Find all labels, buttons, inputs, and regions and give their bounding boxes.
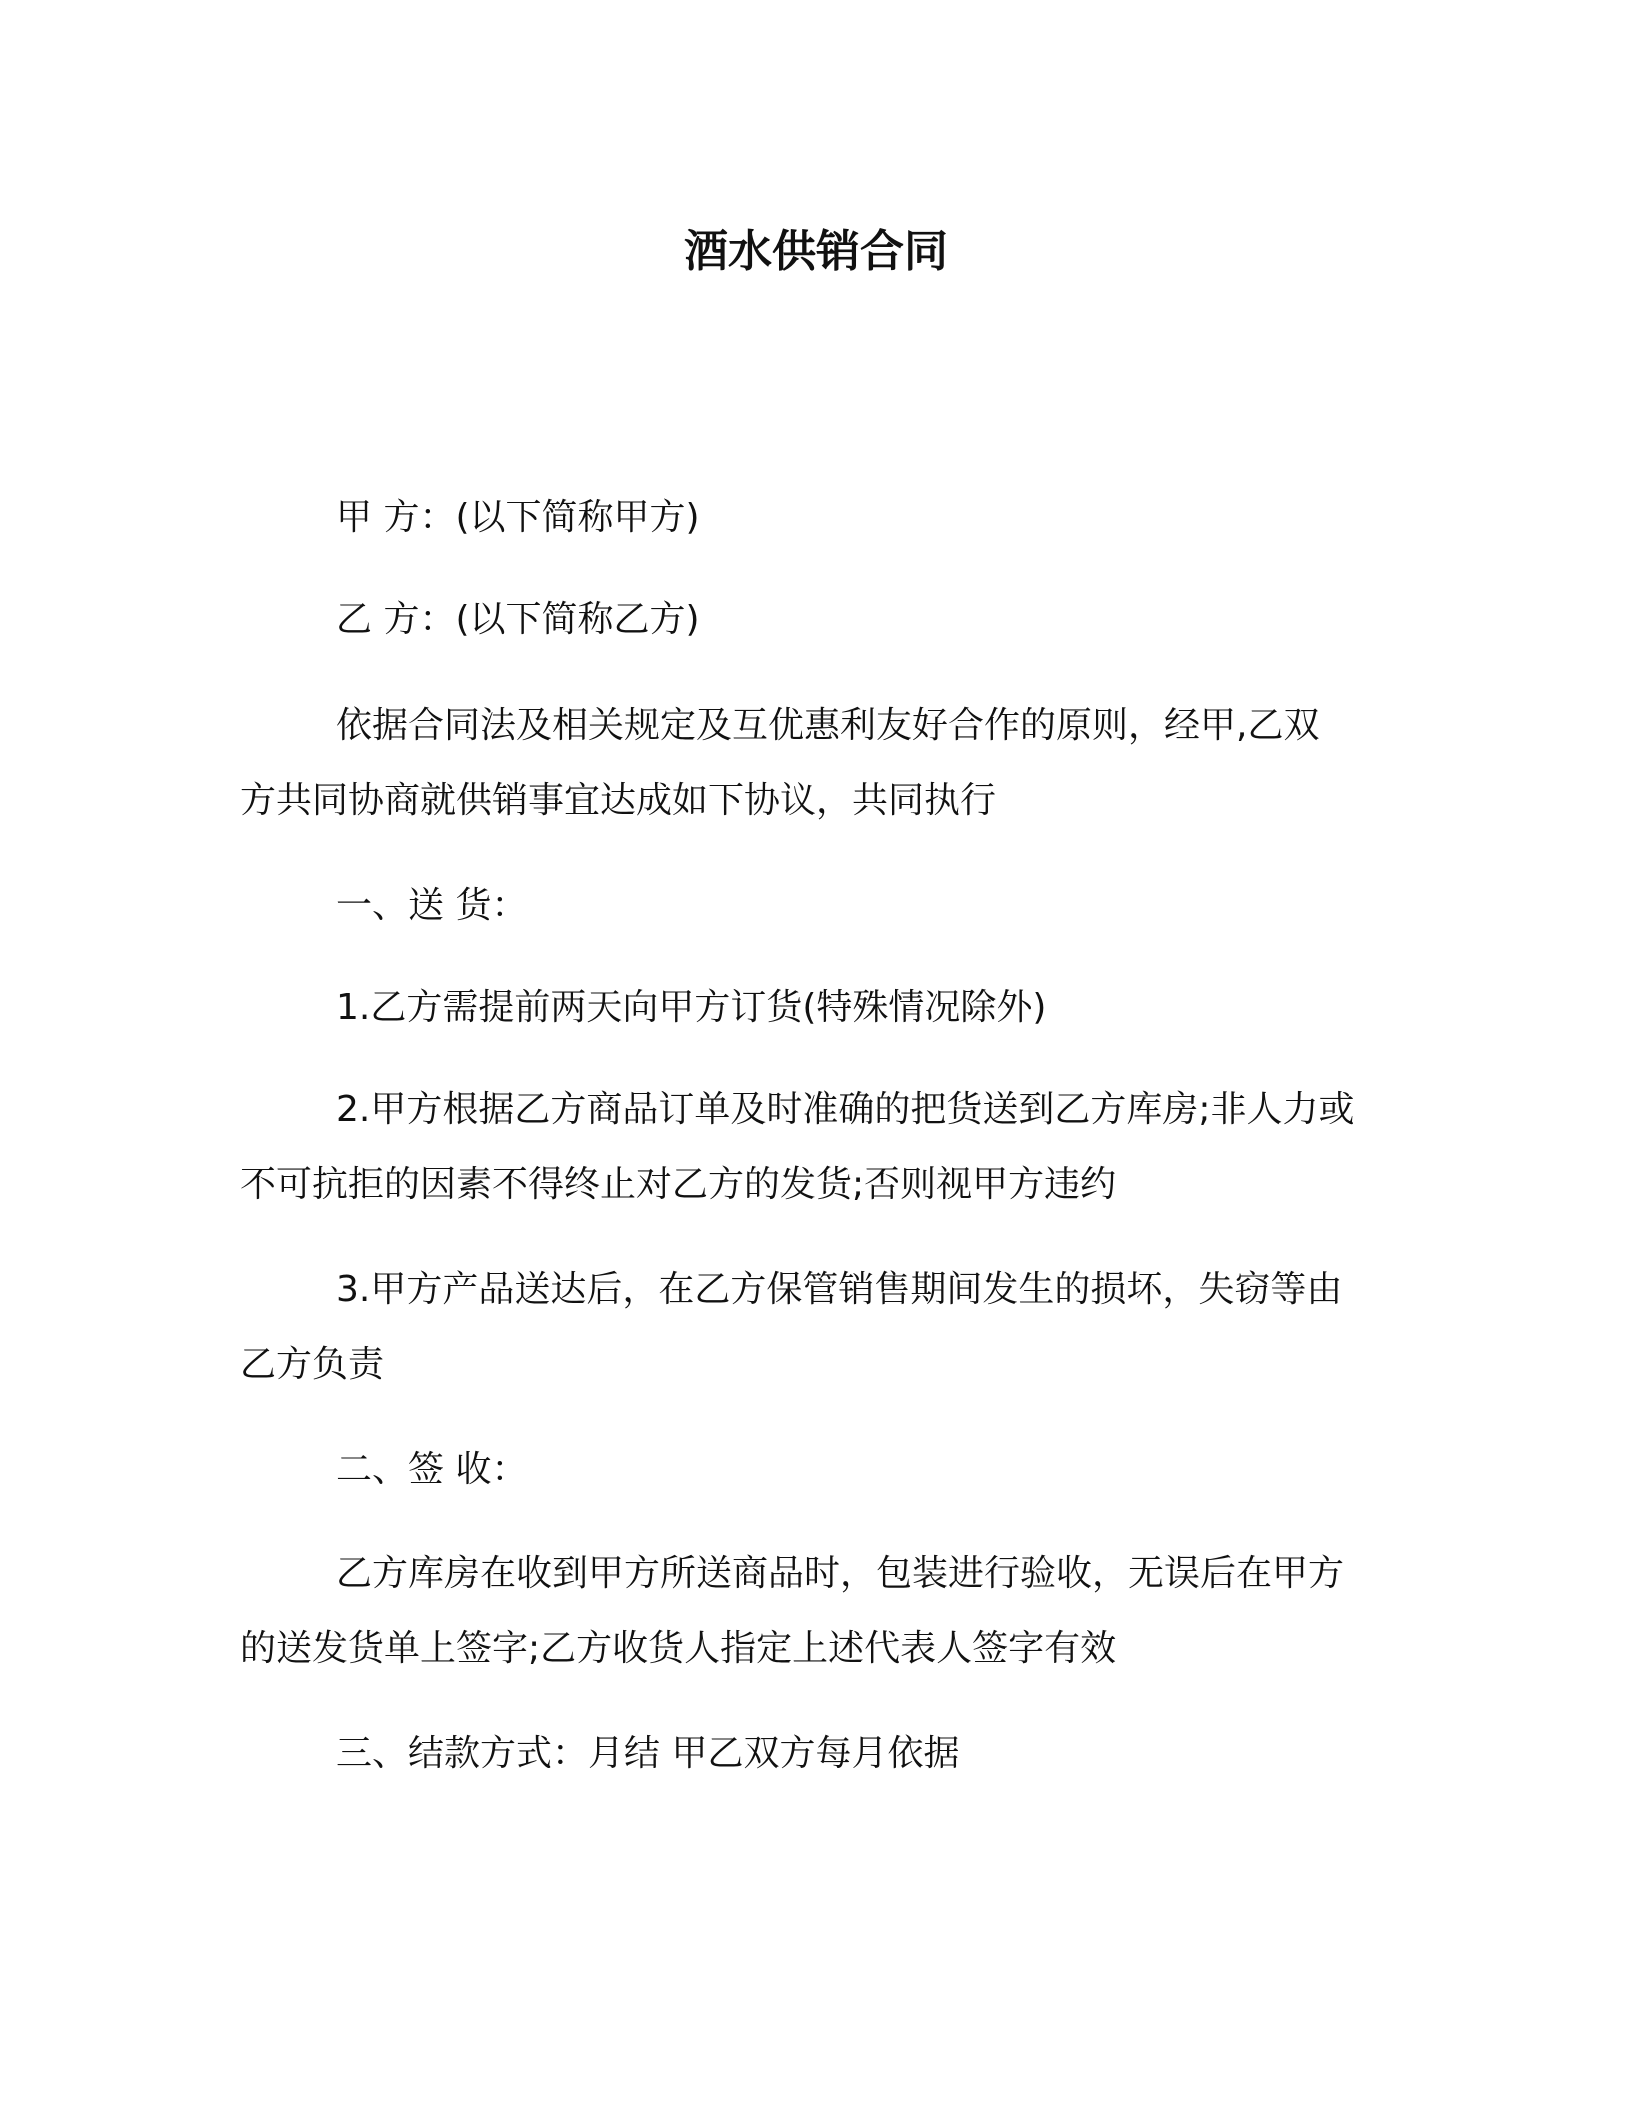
section-1-item-2-line-2: 不可抗拒的因素不得终止对乙方的发货;否则视甲方违约 <box>240 1164 1117 1205</box>
section-1-item-3 <box>240 1252 1420 1402</box>
section-1-item-3-line-2: 乙方负责 <box>240 1344 385 1385</box>
section-3-heading: 三、结款方式：月结 甲乙双方每月依据 <box>336 1733 960 1774</box>
intro-line-1: 依据合同法及相关规定及互优惠利友好合作的原则，经甲,乙双 <box>336 705 1320 746</box>
section-1-heading: 一、送 货： <box>336 885 528 926</box>
party-b-line: 乙 方：(以下简称乙方) <box>336 599 700 640</box>
section-1-item-2-line-1: 2.甲方根据乙方商品订单及时准确的把货送到乙方库房;非人力或 <box>336 1089 1355 1130</box>
intro-line-2: 方共同协商就供销事宜达成如下协议，共同执行 <box>240 780 997 821</box>
section-2-body <box>240 1536 1420 1686</box>
section-1-item-1: 1.乙方需提前两天向甲方订货(特殊情况除外) <box>336 987 1047 1028</box>
section-2-body-line-2: 的送发货单上签字;乙方收货人指定上述代表人签字有效 <box>240 1628 1117 1669</box>
party-a-line: 甲 方：(以下简称甲方) <box>336 497 700 538</box>
section-1-item-3-line-1: 3.甲方产品送达后，在乙方保管销售期间发生的损坏，失窃等由 <box>336 1269 1343 1310</box>
section-2-heading: 二、签 收： <box>336 1449 528 1490</box>
section-2-body-line-1: 乙方库房在收到甲方所送商品时，包装进行验收，无误后在甲方 <box>336 1553 1345 1594</box>
document-title: 酒水供销合同 <box>684 226 948 277</box>
section-1-item-2 <box>240 1072 1420 1222</box>
intro-paragraph <box>240 688 1420 838</box>
